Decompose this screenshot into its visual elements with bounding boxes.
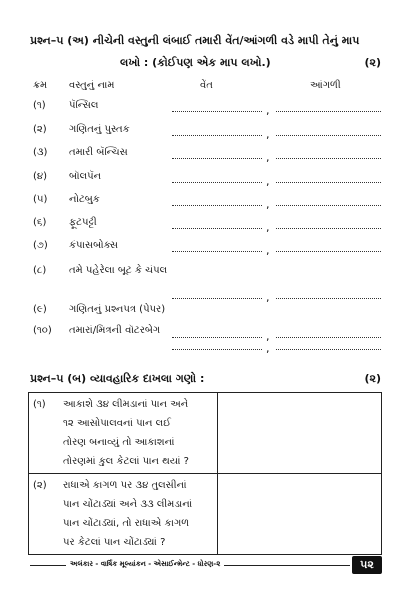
item-name: ફૂટપટ્ટી: [69, 217, 97, 228]
row-number: (૨): [33, 124, 47, 135]
question-5a-marks: (૨): [364, 56, 381, 69]
comma-separator: ,: [266, 128, 270, 141]
vent-answer-blank[interactable]: [172, 228, 262, 229]
vent-answer-blank[interactable]: [172, 182, 262, 183]
angli-answer-blank[interactable]: [276, 135, 381, 136]
row-number: (૬): [33, 217, 47, 228]
column-header-vent: વેંત: [200, 80, 213, 91]
word-problem-question: [29, 393, 218, 474]
vent-answer-blank[interactable]: [172, 135, 262, 136]
word-problem-answer-space[interactable]: [218, 393, 382, 474]
question-5a-instruction-line2: લખો : (કોઈપણ એક માપ લખો.): [120, 56, 271, 69]
angli-answer-blank[interactable]: [276, 182, 381, 183]
vent-answer-blank[interactable]: [172, 111, 262, 112]
row-number: (૯): [33, 304, 47, 315]
angli-answer-blank[interactable]: [276, 205, 381, 206]
row-number: (૪): [33, 171, 48, 182]
row-number: (૧): [33, 100, 46, 111]
comma-separator: ,: [266, 244, 270, 257]
item-name: ગણિતનું પુસ્તક: [69, 124, 130, 135]
row-number: (૩): [33, 147, 48, 158]
word-problem-row: [29, 474, 382, 555]
item-name: પૅન્સિલ: [69, 100, 99, 111]
word-problem-text: રાધાએ કાગળ પર ૩૪ તુલસીનાં પાન ચોંટાડ્યાં અને ૩૩ લીમડાનાં પાન ચોંટાડ્યાં, તો રાધાએ કાગળ પર કેટલાં પાન ચોંટાડ્યાં ?: [63, 480, 193, 548]
word-problem-row: [29, 393, 382, 474]
item-name: તમે પહેરેલા બૂટ કે ચંપલ: [69, 265, 168, 276]
word-problem-number: (૨): [33, 480, 47, 491]
item-name: નોટબુક: [69, 194, 100, 205]
question-5b-title: પ્રશ્ન–૫ (બ) વ્યાવહારિક દાખલા ગણો :: [30, 372, 205, 385]
vent-answer-blank[interactable]: [172, 205, 262, 206]
comma-separator: ,: [266, 104, 270, 117]
angli-answer-blank[interactable]: [276, 349, 381, 350]
word-problem-question: [29, 474, 218, 555]
footer-text: અલંકાર - વાર્ષિક મૂલ્યાંકન - એસાઈન્મેન્ટ - ધોરણ-૨: [66, 560, 224, 569]
item-name: કંપાસબોક્સ: [69, 240, 119, 251]
column-header-angli: આંગળી: [310, 80, 341, 91]
column-header-number: ક્રમ: [33, 80, 48, 91]
row-number: (૭): [33, 240, 48, 251]
angli-answer-blank[interactable]: [276, 337, 381, 338]
question-5a-instruction-line1: પ્રશ્ન–૫ (અ) નીચેની વસ્તુની લંબાઈ તમારી વેંત/આંગળી વડે માપી તેનું માપ: [30, 34, 360, 47]
row-number: (૮): [33, 265, 47, 276]
vent-answer-blank[interactable]: [172, 251, 262, 252]
angli-answer-blank[interactable]: [276, 158, 381, 159]
comma-separator: ,: [266, 175, 270, 188]
comma-separator: ,: [266, 151, 270, 164]
vent-answer-blank[interactable]: [172, 349, 262, 350]
comma-separator: ,: [266, 291, 270, 304]
word-problem-number: (૧): [33, 399, 46, 410]
angli-answer-blank[interactable]: [276, 111, 381, 112]
vent-answer-blank[interactable]: [172, 337, 262, 338]
vent-answer-blank[interactable]: [172, 298, 262, 299]
comma-separator: ,: [266, 330, 270, 343]
angli-answer-blank[interactable]: [276, 228, 381, 229]
comma-separator: ,: [266, 198, 270, 211]
item-name: તમારાં/મિત્રની વૉટરબેગ: [69, 325, 161, 336]
question-5b-marks: (૨): [364, 372, 381, 385]
vent-answer-blank[interactable]: [172, 158, 262, 159]
comma-separator: ,: [266, 221, 270, 234]
item-name: બૉલપૅન: [69, 171, 102, 182]
page-number-badge: ૫૨: [352, 556, 382, 574]
angli-answer-blank[interactable]: [276, 298, 381, 299]
row-number: (૧૦): [33, 325, 52, 336]
word-problem-answer-space[interactable]: [218, 474, 382, 555]
word-problem-table: [28, 392, 382, 555]
column-header-item-name: વસ્તુનું નામ: [69, 80, 115, 91]
item-name: ગણિતનું પ્રશ્નપત્ર (પેપર): [69, 304, 166, 315]
item-name: તમારી બૅન્ચિસ: [69, 147, 128, 158]
angli-answer-blank[interactable]: [276, 251, 381, 252]
comma-separator: ,: [266, 342, 270, 355]
row-number: (૫): [33, 194, 48, 205]
word-problem-text: આકાશે ૩૪ લીમડાનાં પાન અને ૧૨ આસોપાલવનાં પાન લઈ તોરણ બનાવ્યું તો આકાશનાં તોરણમાં કુલ કેટલાં પાન થયાં ?: [63, 399, 189, 467]
